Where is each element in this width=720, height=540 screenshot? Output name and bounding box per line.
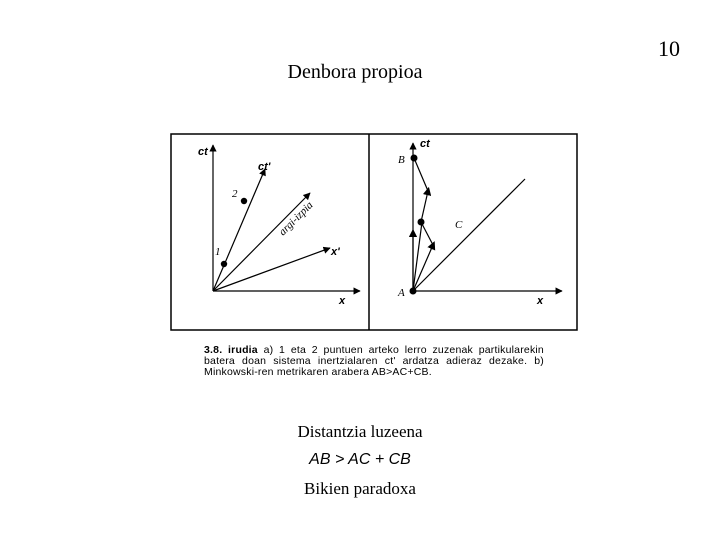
ct-prime-axis (213, 169, 265, 291)
label-x-b: x (537, 295, 544, 307)
arrow-CB (421, 191, 428, 222)
label-point-1: 1 (215, 246, 221, 258)
slide-title: Denbora propioa (287, 61, 423, 83)
label-ct-b: ct (420, 138, 430, 150)
label-ct: ct (198, 146, 208, 158)
light-ray (213, 193, 310, 291)
figure-3-8 (170, 133, 578, 333)
left-panel (198, 145, 360, 307)
point-2 (241, 198, 247, 204)
point-C (418, 219, 425, 226)
label-x-prime: x' (331, 246, 340, 258)
body-line-distance: Distantzia luzeena (297, 422, 423, 441)
body-line-paradox: Bikien paradoxa (304, 479, 416, 498)
segment-AC-end (421, 222, 433, 245)
light-cone-b (413, 179, 525, 291)
label-x: x (339, 295, 346, 307)
label-B: B (398, 154, 405, 166)
caption-label: 3.8. irudia (204, 344, 258, 356)
point-1 (221, 261, 227, 267)
label-light-ray: argi-izpia (276, 199, 316, 239)
page-number: 10 (658, 36, 680, 61)
x-prime-axis (213, 248, 330, 291)
label-point-2: 2 (232, 188, 238, 200)
right-panel (397, 138, 562, 307)
label-ct-prime: ct' (258, 161, 271, 173)
point-B (411, 155, 418, 162)
label-C: C (455, 219, 463, 231)
segment-CB-end (414, 158, 428, 191)
spacetime-diagram (170, 133, 578, 333)
caption-text: a) 1 eta 2 puntuen arteko lerro zuzenak partikularekin batera doan sistema inertzialaren ct' ardatza adieraz dezake. b) Minkowski-ren metrikaren arabera AB>AC+CB. (204, 344, 544, 378)
body-line-inequality: AB > AC + CB (309, 451, 411, 468)
figure-caption (204, 345, 544, 378)
figure-frame (171, 134, 577, 330)
point-A (410, 288, 417, 295)
label-A: A (398, 287, 405, 299)
